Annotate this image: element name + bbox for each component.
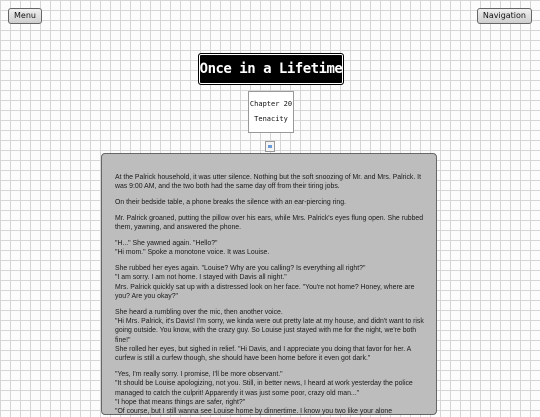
chapter-number: Chapter 20: [249, 100, 293, 108]
story-paragraph: "H..." She yawned again. "Hello?" "Hi mom." Spoke a monotone voice. It was Louise.: [115, 239, 270, 257]
story-paragraph: On their bedside table, a phone breaks the silence with an ear-piercing ring.: [115, 199, 346, 207]
story-paragraph: Mr. Palrick groaned, putting the pillow over his ears, while Mrs. Palrick's eyes flung open. She rubbed them, yawning, and answered the phone.: [115, 214, 424, 232]
navigation-button[interactable]: Navigation: [477, 8, 532, 24]
story-paragraph: "Yes, I'm really sorry. I promise, I'll be more observant." "It should be Louise apologizing, not you. Still, in better news, I heard at work yesterday the police managed to catch the culprit! Apparently it was just some poor, crazy old man..." "I hope that means things are safer, right?" "Of course, but I still wanna see Louise home by dinnertime. I know you two like your alone: [115, 371, 413, 416]
story-paragraph: At the Palrick household, it was utter silence. Nothing but the soft snoozing of Mr. and Mrs. Palrick. It was 9:00 AM, and the two both had the same day off from their tiring jobs.: [115, 174, 422, 191]
chapter-card: [248, 91, 294, 133]
broken-image-icon: [265, 141, 275, 152]
story-text-panel: [101, 153, 437, 415]
story-paragraph: She rubbed her eyes again. "Louise? Why are you calling? Is everything all right?" "I am sorry. I am not home. I stayed with Davis all night." Mrs. Palrick quickly sat up with a distressed look on her face. "You're not home? Honey, where are you? Are you okay?": [115, 265, 415, 300]
menu-button[interactable]: Menu: [8, 8, 42, 24]
chapter-title: Tenacity: [254, 115, 288, 123]
book-title: Once in a Lifetime: [198, 53, 344, 85]
story-paragraph: She heard a rumbling over the mic, then another voice. "Hi Mrs. Palrick, it's Davis! I'm sorry, we kinda were out pretty late at my house, and didn't want to risk going outside. You know, with the crazy guy. So Louise just stayed with me for the night, we're both fine!" She rolled her eyes, but sighed in relief. "Hi Davis, and I appreciate you doing that favor for her. A curfew is still a curfew though, she should have been home before it even got dark.": [115, 308, 424, 363]
